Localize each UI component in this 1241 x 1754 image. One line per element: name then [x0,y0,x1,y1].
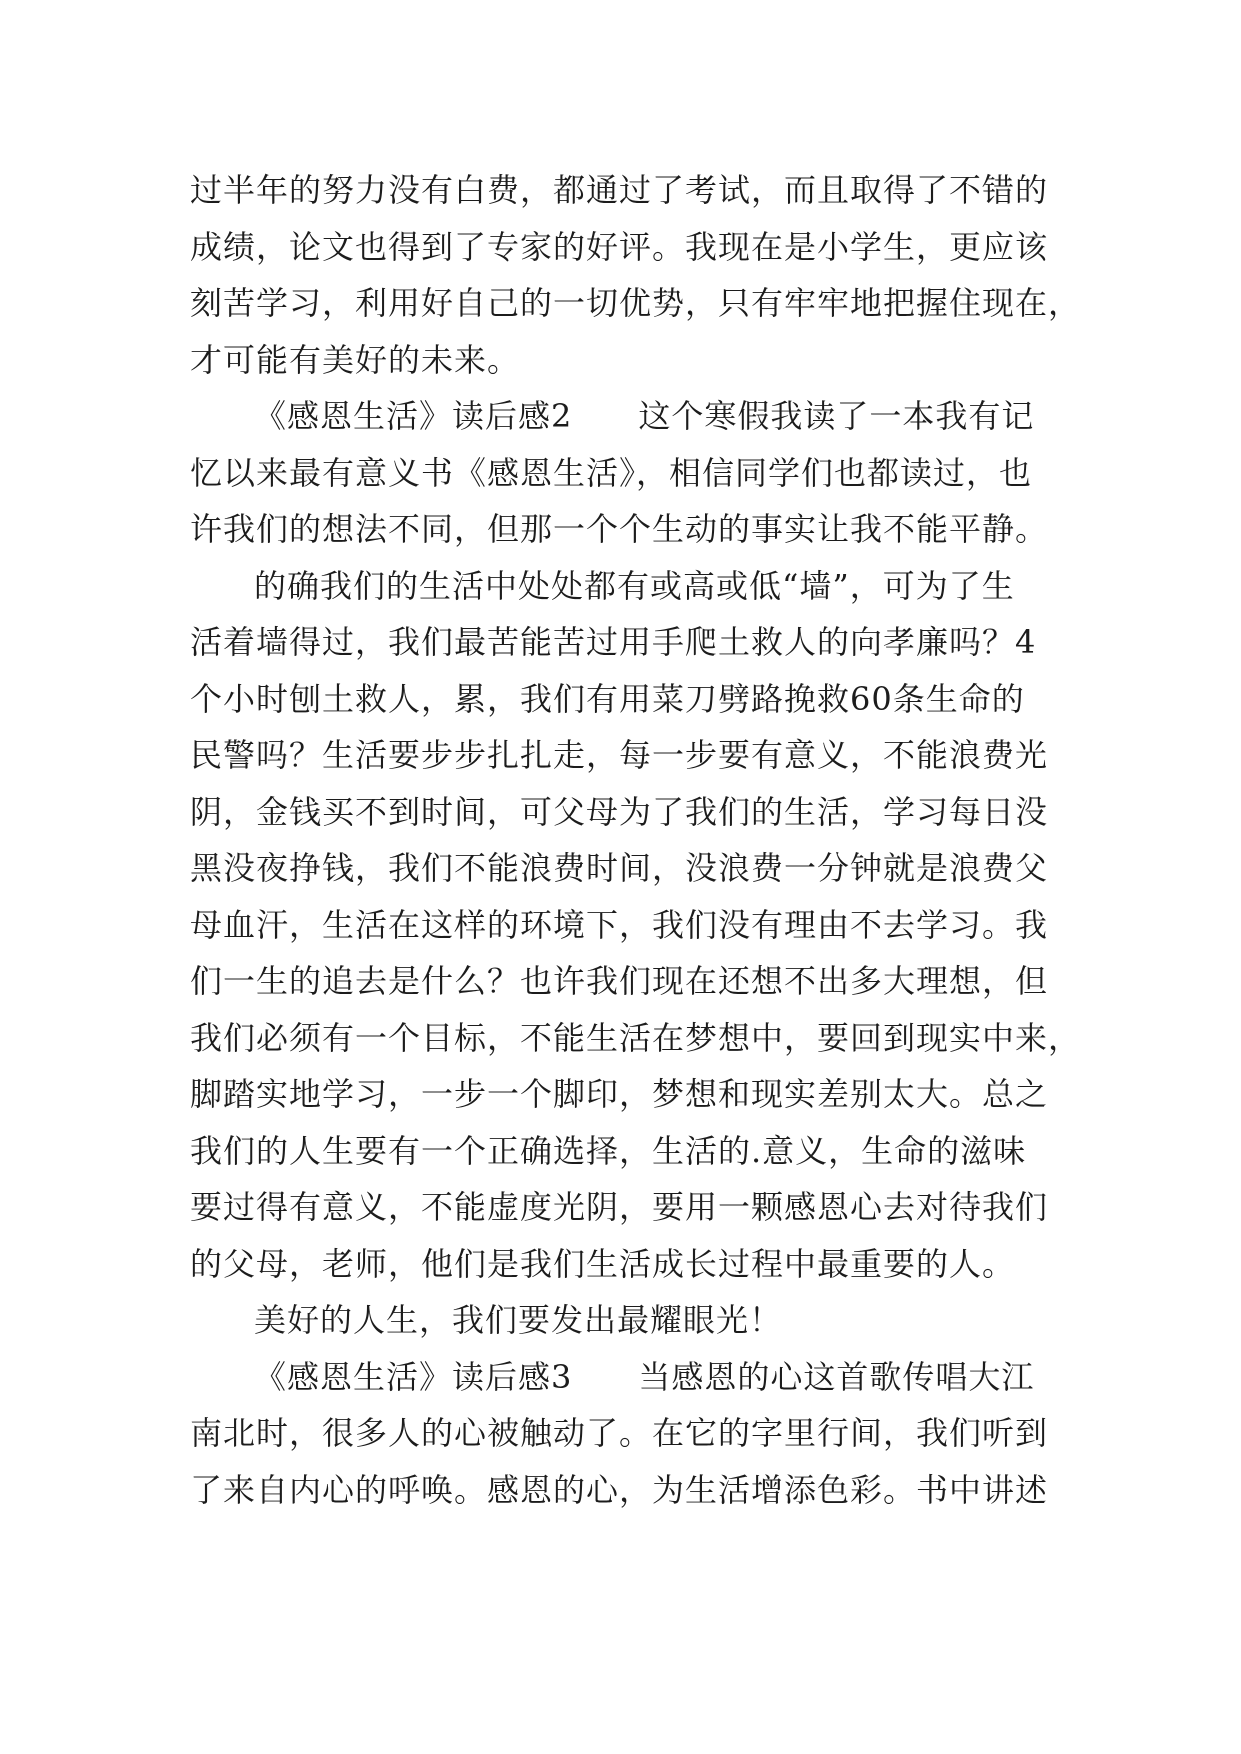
text-line: 我们的人生要有一个正确选择，生活的.意义，生命的滋味 [190,1131,1027,1170]
text-line: 母血汗，生活在这样的环境下，我们没有理由不去学习。我 [190,905,1049,944]
text-line: 阴，金钱买不到时间，可父母为了我们的生活，学习每日没 [190,792,1049,831]
text-line: 民警吗？生活要步步扎扎走，每一步要有意义，不能浪费光 [190,736,1049,774]
text-line: 《感恩生活》读后感3 当感恩的心这首歌传唱大江 [254,1357,1035,1396]
text-line: 刻苦学习，利用好自己的一切优势，只有牢牢地把握住现在， [190,284,1082,322]
document-body [190,162,1082,1518]
text-line: 个小时刨土救人，累，我们有用菜刀劈路挽救60条生命的 [190,679,1025,718]
text-line: 美好的人生，我们要发出最耀眼光！ [254,1301,783,1339]
text-line: 的确我们的生活中处处都有或高或低“墙”，可为了生 [254,566,1015,605]
text-line: 我们必须有一个目标，不能生活在梦想中，要回到现实中来， [190,1018,1082,1057]
text-line: 活着墙得过，我们最苦能苦过用手爬土救人的向孝廉吗？4 [190,623,1037,661]
text-line: 了来自内心的呼唤。感恩的心，为生活增添色彩。书中讲述 [190,1470,1049,1509]
text-line: 们一生的追去是什么？也许我们现在还想不出多大理想，但 [190,962,1049,1000]
text-line: 黑没夜挣钱，我们不能浪费时间，没浪费一分钟就是浪费父 [190,849,1049,887]
text-line: 南北时，很多人的心被触动了。在它的字里行间，我们听到 [190,1414,1049,1452]
text-line: 过半年的努力没有白费，都通过了考试，而且取得了不错的 [190,171,1049,209]
text-line: 才可能有美好的未来。 [190,340,521,379]
text-line: 忆以来最有意义书《感恩生活》，相信同学们也都读过，也 [190,453,1033,492]
text-line: 成绩，论文也得到了专家的好评。我现在是小学生，更应该 [190,227,1049,266]
text-line: 要过得有意义，不能虚度光阴，要用一颗感恩心去对待我们 [190,1188,1049,1226]
text-line: 脚踏实地学习，一步一个脚印，梦想和现实差别太大。总之 [190,1075,1049,1113]
text-line: 许我们的想法不同，但那一个个生动的事实让我不能平静。 [190,510,1049,548]
text-line: 的父母，老师，他们是我们生活成长过程中最重要的人。 [190,1244,1016,1283]
text-line: 《感恩生活》读后感2 这个寒假我读了一本我有记 [254,397,1035,435]
